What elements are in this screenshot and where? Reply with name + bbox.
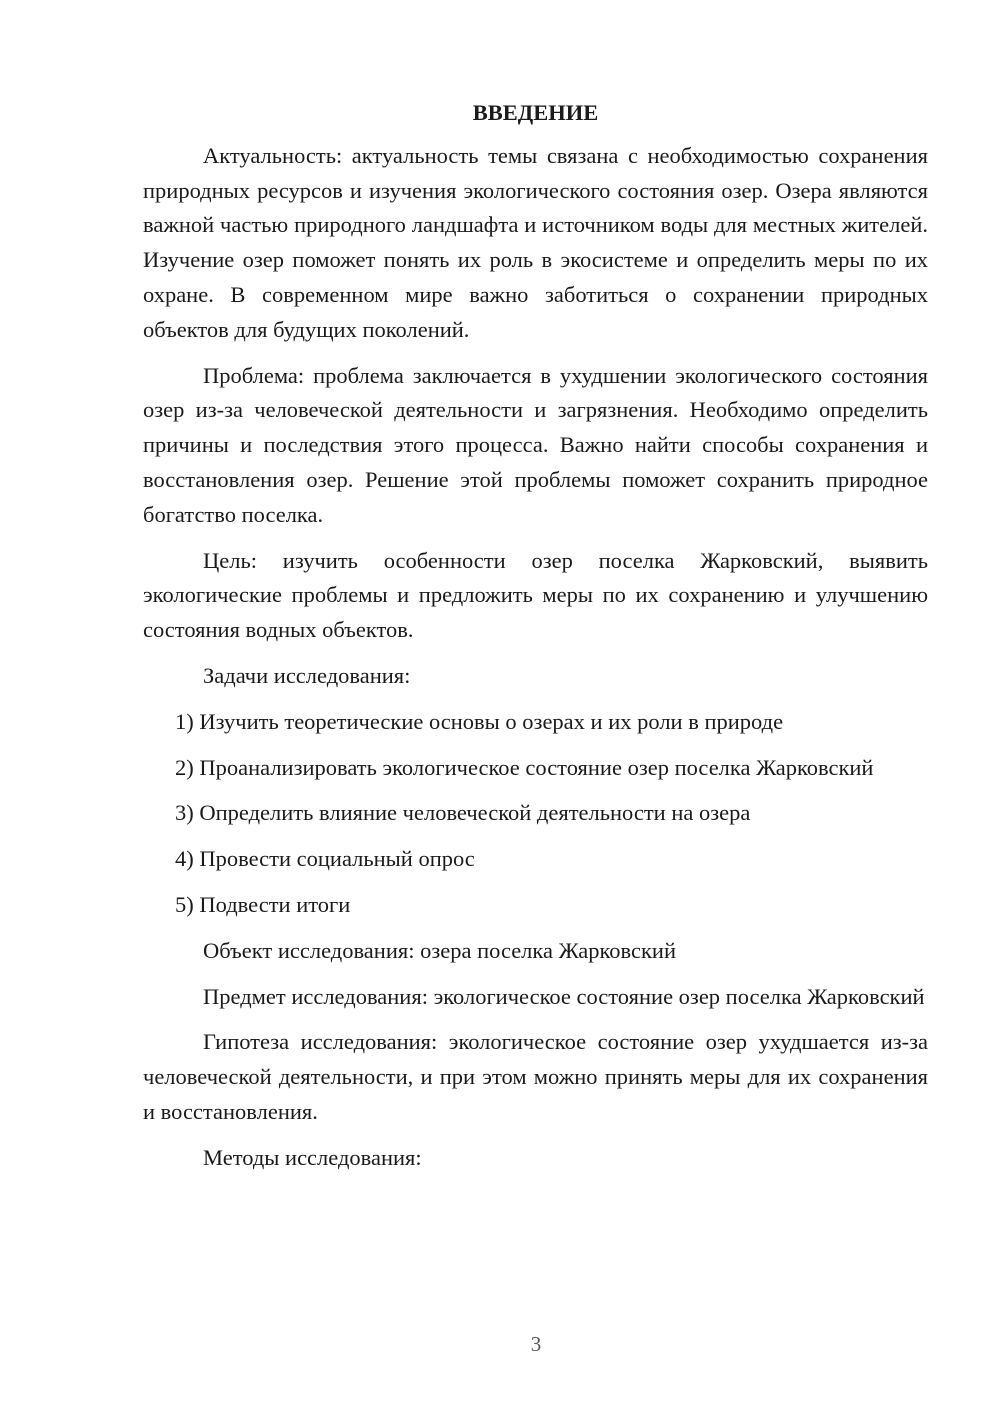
methods-heading: Методы исследования: [203, 1144, 422, 1170]
paragraph-subject: Предмет исследования: экологическое состояние озер поселка Жарковский [203, 983, 925, 1009]
task-item-2: 2) Проанализировать экологическое состояние озер поселка Жарковский [175, 754, 874, 780]
paragraph-goal: Цель: изучить особенности озер поселка Жарковский, выявить экологические проблемы и предложить меры по их сохранению и улучшению состояния водных объектов. [143, 547, 928, 643]
page-content [143, 96, 928, 1187]
section-title: ВВЕДЕНИЕ [472, 100, 599, 125]
paragraph-hypothesis: Гипотеза исследования: экологическое состояние озер ухудшается из-за человеческой деятельности, и при этом можно принять меры для их сохранения и восстановления. [143, 1029, 928, 1124]
paragraph-relevance: Актуальность: актуальность темы связана с необходимостью сохранения природных ресурсов и изучения экологического состояния озер. Озера являются важной частью природного ландшафта и источником воды для местных жителей. Изучение озер поможет понять их роль в экосистеме и определить меры по их охране. В современном мире важно заботиться о сохранении природных объектов для будущих поколений. [143, 142, 928, 342]
page-number: 3 [530, 1332, 542, 1356]
paragraph-problem: Проблема: проблема заключается в ухудшении экологического состояния озер из-за человеческой деятельности и загрязнения. Необходимо определить причины и последствия этого процесса. Важно найти способы сохранения и восстановления озер. Решение этой проблемы поможет сохранить природное богатство поселка. [143, 362, 928, 527]
paragraph-object: Объект исследования: озера поселка Жарковский [203, 937, 676, 963]
task-item-5: 5) Подвести итоги [175, 891, 351, 917]
task-item-1: 1) Изучить теоретические основы о озерах и их роли в природе [175, 708, 784, 734]
tasks-heading: Задачи исследования: [203, 662, 411, 688]
task-item-3: 3) Определить влияние человеческой деятельности на озера [175, 800, 751, 826]
task-item-4: 4) Провести социальный опрос [175, 846, 475, 872]
